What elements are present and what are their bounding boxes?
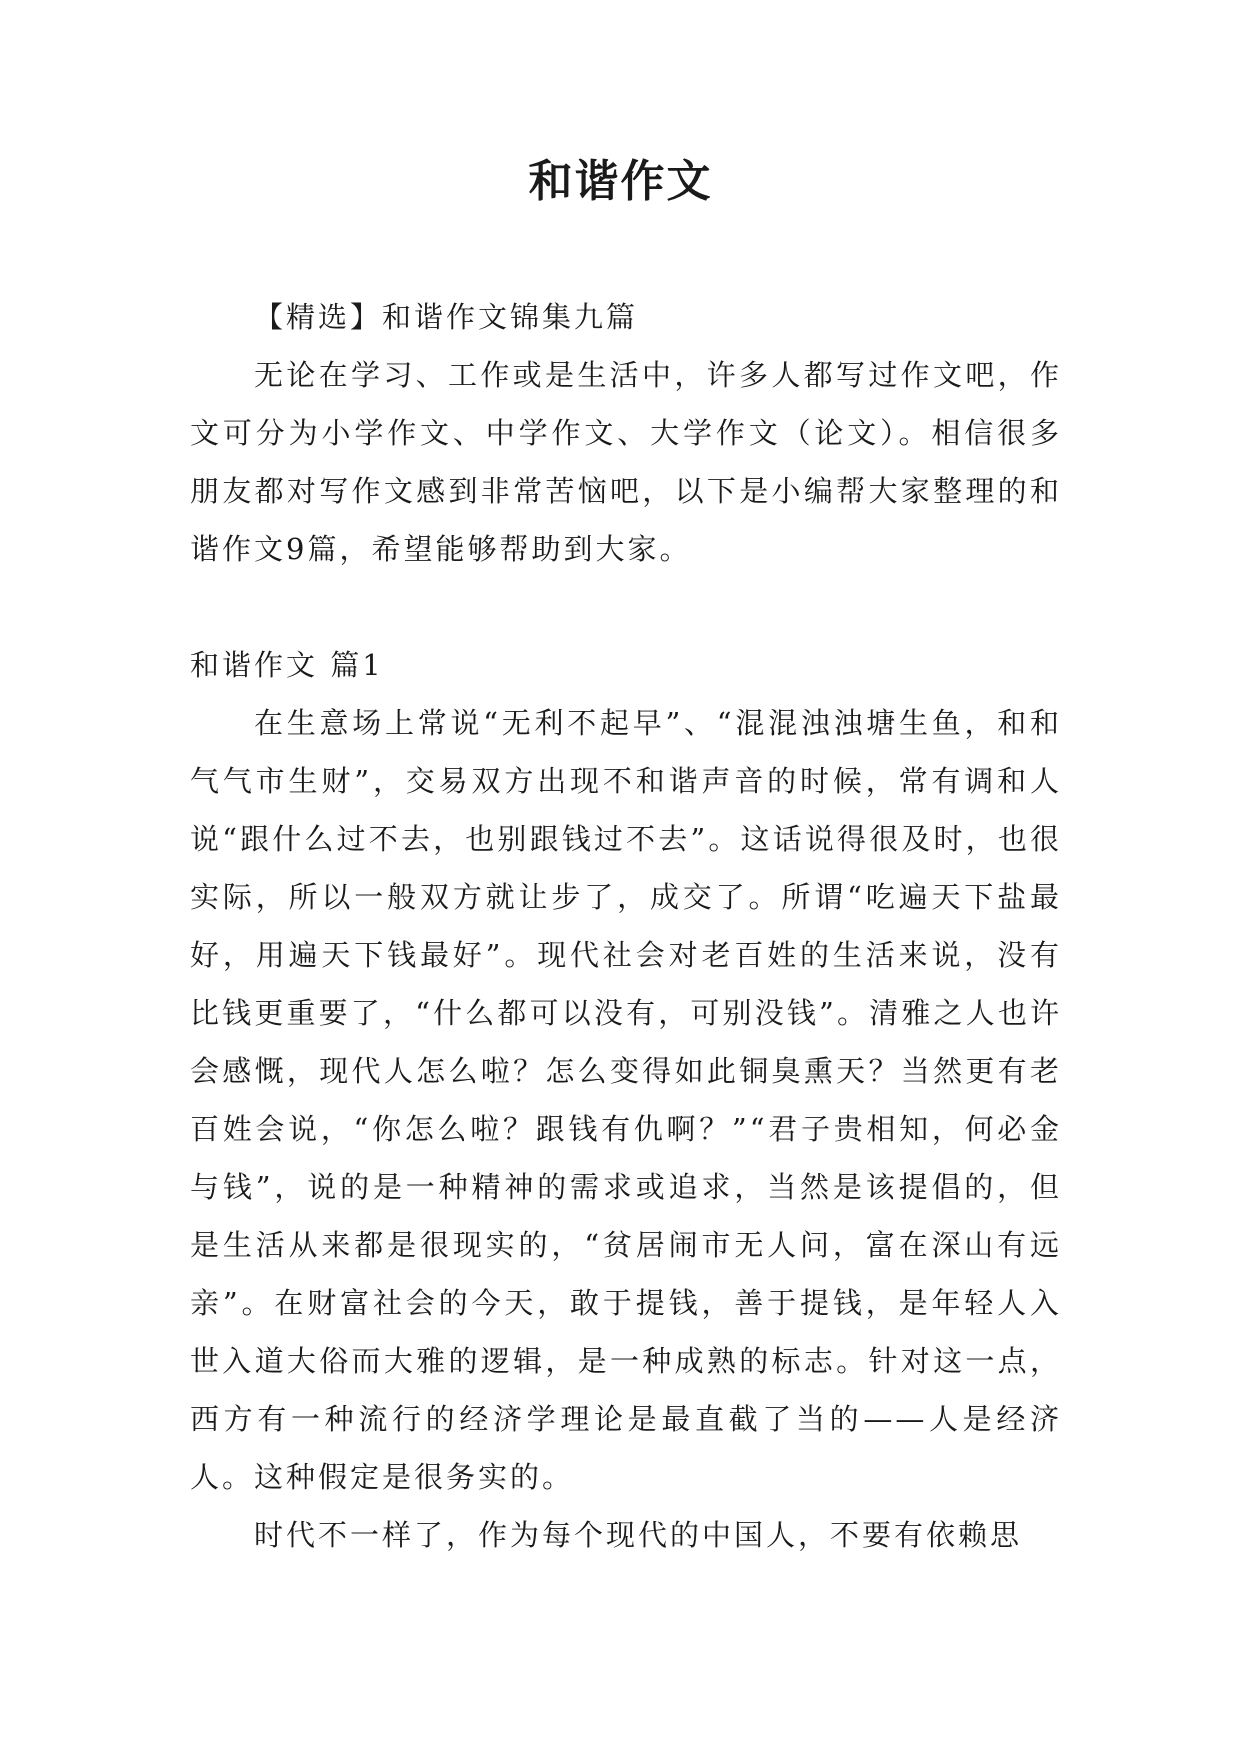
- document-subtitle: 【精选】和谐作文锦集九篇: [254, 300, 639, 334]
- document-title: 和谐作文: [528, 156, 713, 207]
- lead-block: [190, 288, 1062, 578]
- section-paragraph-2: 时代不一样了，作为每个现代的中国人，不要有依赖思: [254, 1518, 1023, 1552]
- section-paragraph-1: 在生意场上常说“无利不起早”、“混混浊浊塘生鱼，和和气气市生财”，交易双方出现不和谐声音的时候，常有调和人说“跟什么过不去，也别跟钱过不去”。这话说得很及时，也很实际，所以一般双方就让步了，成交了。所谓“吃遍天下盐最好，用遍天下钱最好”。现代社会对老百姓的生活来说，没有比钱更重要了，“什么都可以没有，可别没钱”。清雅之人也许会感慨，现代人怎么啦？怎么变得如此铜臭熏天？当然更有老百姓会说，“你怎么啦？跟钱有仇啊？”“君子贵相知，何必金与钱”，说的是一种精神的需求或追求，当然是该提倡的，但是生活从来都是很现实的，“贫居闹市无人问，富在深山有远亲”。在财富社会的今天，敢于提钱，善于提钱，是年轻人入世入道大俗而大雅的逻辑，是一种成熟的标志。针对这一点，西方有一种流行的经济学理论是最直截了当的——人是经济人。这种假定是很务实的。: [190, 706, 1062, 1494]
- section-heading: 和谐作文 篇1: [190, 648, 384, 682]
- section-1: [190, 636, 1062, 1564]
- intro-paragraph: 无论在学习、工作或是生活中，许多人都写过作文吧，作文可分为小学作文、中学作文、大学作文（论文）。相信很多朋友都对写作文感到非常苦恼吧，以下是小编帮大家整理的和谐作文9篇，希望能够帮助到大家。: [190, 358, 1062, 566]
